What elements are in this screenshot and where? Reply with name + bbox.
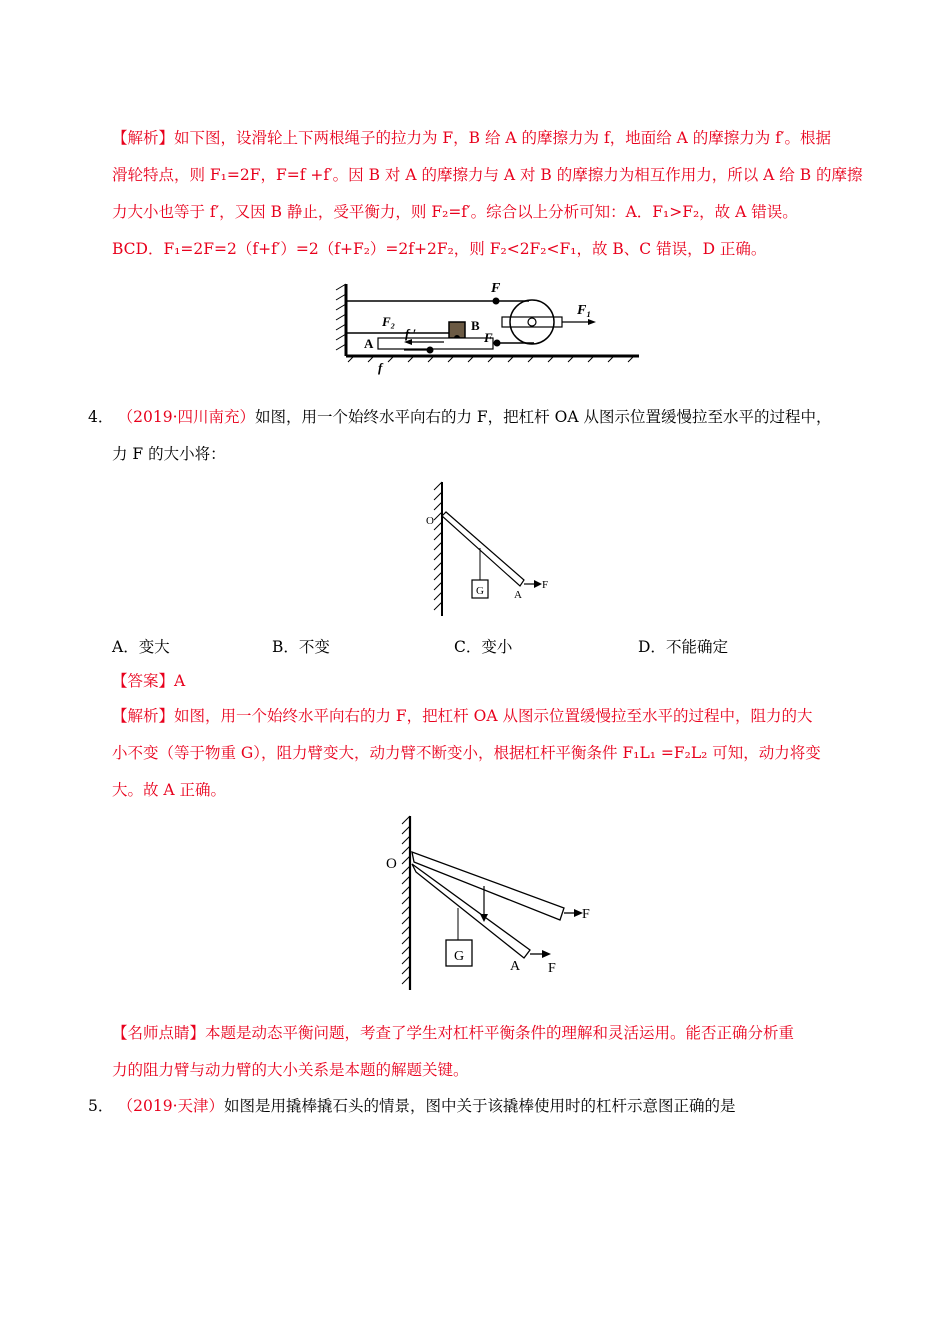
- label-F-bottom: F: [548, 961, 556, 976]
- option-c[interactable]: C．变小: [454, 638, 513, 656]
- label-A: A: [514, 589, 522, 601]
- analysis3-line-2: 滑轮特点，则 F₁=2F，F=f +f′。因 B 对 A 的摩擦力与 A 对 B 的摩擦力为相互作用力，所以 A 给 B 的摩擦: [112, 166, 863, 184]
- tips-line-1: 【名师点睛】本题是动态平衡问题，考查了学生对杠杆平衡条件的理解和灵活运用。能否正确分析重: [112, 1024, 795, 1042]
- label-O: O: [386, 856, 397, 872]
- analysis3-line-1: 【解析】如下图，设滑轮上下两根绳子的拉力为 F，B 给 A 的摩擦力为 f，地面给 A 的摩擦力为 f′。根据: [112, 129, 831, 147]
- option-b[interactable]: B．不变: [272, 638, 330, 656]
- option-d[interactable]: D．不能确定: [638, 638, 728, 656]
- question-stem: 如图是用撬棒撬石头的情景，图中关于该撬棒使用时的杠杆示意图正确的是: [224, 1097, 736, 1115]
- label-F1: F₁: [577, 303, 592, 318]
- analysis3-line-3: 力大小也等于 f′，又因 B 静止，受平衡力，则 F₂=f′。综合以上分析可知：A．F₁>F₂，故 A 错误。: [112, 203, 798, 221]
- label-F-low: F: [484, 330, 493, 345]
- question-number: 4．: [88, 408, 114, 426]
- label-F-top: F: [582, 907, 590, 922]
- question-4-line-2: 力 F 的大小将：: [112, 445, 226, 463]
- label-O: O: [426, 515, 434, 527]
- question-source: （2019·四川南充）: [125, 408, 255, 426]
- label-A: A: [510, 959, 521, 974]
- label-F: F: [542, 579, 549, 591]
- question-5: [88, 1096, 736, 1116]
- label-G: G: [476, 585, 484, 597]
- label-f-prime: f ′: [405, 326, 417, 341]
- analysis4-line-1: 【解析】如图，用一个始终水平向右的力 F，把杠杆 OA 从图示位置缓慢拉至水平的过程中，阻力的大: [112, 707, 813, 725]
- analysis3-line-4: BCD．F₁=2F=2（f+f′）=2（f+F₂）=2f+2F₂，则 F₂<2F₂<F₁，故 B、C 错误，D 正确。: [112, 240, 767, 258]
- lever-dynamic-figure: [378, 812, 608, 994]
- analysis4-line-2: 小不变（等于物重 G），阻力臂变大，动力臂不断变小，根据杠杆平衡条件 F₁L₁ =F₂L₂ 可知，动力将变: [112, 744, 821, 762]
- question-4-line-1: [88, 407, 831, 427]
- pulley-figure: [334, 280, 644, 380]
- question-stem: 如图，用一个始终水平向右的力 F，把杠杆 OA 从图示位置缓慢拉至水平的过程中，: [255, 408, 832, 426]
- label-A: A: [364, 336, 374, 351]
- label-G: G: [454, 949, 465, 964]
- label-F-top: F: [491, 281, 501, 296]
- question-number: 5．: [88, 1097, 114, 1115]
- label-B: B: [471, 318, 480, 333]
- tips-line-2: 力的阻力臂与动力臂的大小关系是本题的解题关键。: [112, 1061, 469, 1079]
- analysis4-line-3: 大。故 A 正确。: [112, 781, 227, 799]
- lever-figure: [420, 478, 560, 618]
- question-source: （2019·天津）: [125, 1097, 224, 1115]
- answer-4: 【答案】A: [112, 672, 186, 690]
- label-F2: F₂: [382, 314, 396, 329]
- option-a[interactable]: A．变大: [112, 638, 170, 656]
- label-f: f: [378, 360, 383, 375]
